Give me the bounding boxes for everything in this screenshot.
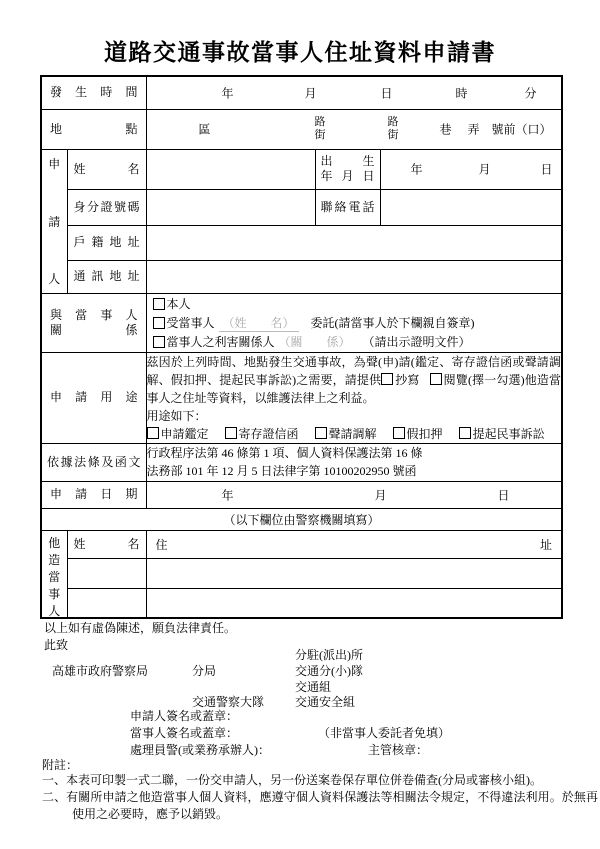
birth-unit-day: 日 [540,162,553,177]
registered-address-row [41,225,562,260]
applicant-name-field[interactable] [146,149,315,189]
birth-label-top: 出 生 [320,154,375,168]
relation-label-bottom: 關 係 [50,322,138,337]
party-signature-label: 當事人簽名或蓋章： [130,726,239,740]
legal-basis-content [146,443,562,481]
interested-relation-placeholder[interactable]: （關 係） [278,335,351,349]
legal-basis-row [41,443,562,481]
phone-field[interactable] [380,189,562,225]
registered-address-label-cell [67,225,146,260]
other-party-name-field-2[interactable] [67,588,146,618]
purpose-row [41,352,562,443]
apply-date-row [41,481,562,508]
legal-basis-label-cell [41,443,146,481]
other-party-row-2 [41,588,562,618]
location-row [41,109,562,149]
district-label: 區 [198,122,211,137]
apply-unit-day: 日 [497,488,510,502]
mailing-address-label-cell [67,260,146,293]
relation-label-top: 與 當 事 人 [50,307,138,322]
other-party-vertical-label: 他 造 當 事 人 [48,535,61,618]
agency-traffic-safety-section: 交通安全組 [295,695,356,709]
declaration-text: 以上如有虛偽陳述，願負法律責任。 [44,621,237,635]
legal-basis-label: 依 據 法 條 及 函 文 [47,454,141,469]
birth-unit-month: 月 [478,162,491,177]
agency-traffic-squad: 交通分(小)隊 [295,664,363,678]
occurrence-time-row [41,76,562,109]
relation-option-interested [147,332,562,351]
checkbox-appraisal[interactable] [147,427,159,439]
birth-unit-year: 年 [410,162,423,177]
checkbox-mediation[interactable] [315,427,327,439]
note-item-1: 一、本表可印製一式二聯，一份交申請人，另一份送案卷保存單位併卷備查(分局或審核小組)。 [42,773,542,787]
purpose-option-attachment: 假扣押 [393,427,443,441]
relation-options-cell [146,293,562,352]
apply-date-label-cell [41,481,146,508]
other-party-row-1 [41,558,562,588]
relation-option-self [147,294,562,313]
other-party-address-field-1[interactable] [146,558,562,588]
party-signature-note: （非當事人委託者免填） [318,726,451,740]
entrusted-name-placeholder[interactable]: （姓 名） [219,314,299,332]
mailing-address-row [41,260,562,293]
usage-heading: 用途如下： [146,408,207,423]
location-field[interactable] [146,109,562,149]
purpose-option-letter: 寄存證信函 [225,427,299,441]
checkbox-letter[interactable] [225,427,237,439]
other-party-name-header-cell [67,530,146,558]
purpose-label: 申 請 用 途 [50,390,138,404]
birth-date-field[interactable] [380,149,562,189]
relation-option-interested-suffix: （請出示證明文件） [362,335,471,349]
checkbox-self[interactable] [153,298,165,310]
registered-address-label: 戶 籍 地 址 [73,235,140,249]
id-number-field[interactable] [146,189,315,225]
unit-hour: 時 [455,86,468,101]
purpose-option-lawsuit: 提起民事訴訟 [459,427,545,441]
checkbox-interested[interactable] [153,336,165,348]
applicant-signature-label: 申請人簽名或蓋章： [130,709,239,723]
agency-traffic-brigade: 交通警察大隊 [192,695,265,709]
unit-year: 年 [221,86,234,101]
mailing-address-label: 通 訊 地 址 [73,269,140,283]
applicant-vertical-label-cell [41,149,67,293]
lane-label: 巷 [439,122,452,137]
other-party-name-header: 姓 名 [73,536,140,551]
purpose-option-appraisal: 申請鑑定 [147,427,209,441]
supervisor-seal-label: 主管核章： [368,743,429,757]
unit-day: 日 [380,86,393,101]
relation-row [41,293,562,352]
relation-option-entrusted-suffix: 委託(請當事人於下欄親自簽章) [310,316,475,330]
mailing-address-field[interactable] [146,260,562,293]
legal-basis-line-2: 法務部 101 年 12 月 5 日法律字第 10100202950 號函 [146,464,417,478]
id-number-label: 身 分 證 號 碼 [73,199,140,214]
checkbox-entrusted[interactable] [153,317,165,329]
purpose-outro-text: 他造當事人之住址等資料，以維護法律上之利益。 [146,372,561,405]
agency-station: 分駐(派出)所 [295,648,363,662]
unit-month: 月 [304,86,317,101]
other-party-vertical-label-cell [41,530,67,618]
apply-date-field[interactable] [146,481,562,508]
purpose-label-cell [41,352,146,443]
relation-option-self-label: 本人 [166,297,191,311]
purpose-content-cell [146,352,562,443]
officer-signature-label: 處理員警(或業務承辦人)： [130,743,270,757]
checkbox-view[interactable] [430,373,442,385]
police-section-row [41,508,562,530]
applicant-vertical-label: 申 請 人 [48,157,61,286]
number-label: 號前（口） [491,122,552,137]
copy-option-label: 抄寫 [395,372,420,387]
agency-branch: 分局 [192,664,217,678]
phone-label: 聯 絡 電 話 [320,199,375,214]
registered-address-field[interactable] [146,225,562,260]
road-street-label-1: 路 街 [314,116,326,141]
unit-minute: 分 [524,86,537,101]
id-label-cell [67,189,146,225]
birth-label-cell [315,149,380,189]
other-party-name-field-1[interactable] [67,558,146,588]
relation-option-interested-label: 當事人之利害關係人 [166,335,275,349]
note-item-2: 二、有關所申請之他造當事人個人資料，應遵守個人資料保護法等相關法令規定，不得違法利用。於無再使用之必要時，應予以銷毀。 [42,790,598,821]
checkbox-attachment[interactable] [393,427,405,439]
apply-unit-year: 年 [221,488,234,502]
checkbox-copy[interactable] [381,373,393,385]
apply-date-label: 申 請 日 期 [50,487,138,501]
form-title: 道路交通事故當事人住址資料申請書 [104,40,496,65]
name-label: 姓 名 [73,161,140,176]
applicant-name-row [41,149,562,189]
purpose-option-mediation: 聲請調解 [315,427,377,441]
location-label-cell [41,109,146,149]
notes-block [42,772,598,823]
birth-label-bottom: 年 月 日 [320,169,375,183]
apply-unit-month: 月 [374,488,387,502]
agency-bureau: 高雄市政府警察局 [52,664,149,678]
purpose-options [147,425,562,443]
occurrence-time-label-cell [41,76,146,109]
address-header-right: 址 [539,537,552,552]
relation-option-entrusted-label: 受當事人 [166,316,215,330]
other-party-address-field-2[interactable] [146,588,562,618]
view-option-label: 閱覽(擇一勾選) [443,372,525,387]
occurrence-time-field[interactable] [146,76,562,109]
relation-option-entrusted [147,313,562,332]
notes-heading: 附註： [42,758,79,772]
application-form-table [40,75,563,619]
location-label: 地 點 [50,121,138,136]
name-label-cell [67,149,146,189]
phone-label-cell [315,189,380,225]
salutation-text: 此致 [44,638,69,652]
purpose-intro-text: 茲因於上列時間、地點發生交通事故，為聲(申)請(鑑定、寄存證信函或聲請調解、假扣押、提起民事訴訟)之需要，請提供 [146,354,561,387]
occurrence-time-label: 發 生 時 間 [50,85,138,100]
address-header-left: 住 [155,537,168,552]
relation-label-cell [41,293,146,352]
agency-traffic-section: 交通組 [295,680,332,694]
alley-label: 弄 [467,122,480,137]
applicant-id-row [41,189,562,225]
road-street-label-2: 路 街 [387,116,399,141]
police-section-note: （以下欄位由警察機關填寫） [41,508,562,530]
checkbox-lawsuit[interactable] [459,427,471,439]
other-party-header-row [41,530,562,558]
other-party-address-header-cell [146,530,562,558]
legal-basis-line-1: 行政程序法第 46 條第 1 項、個人資料保護法第 16 條 [146,446,423,460]
